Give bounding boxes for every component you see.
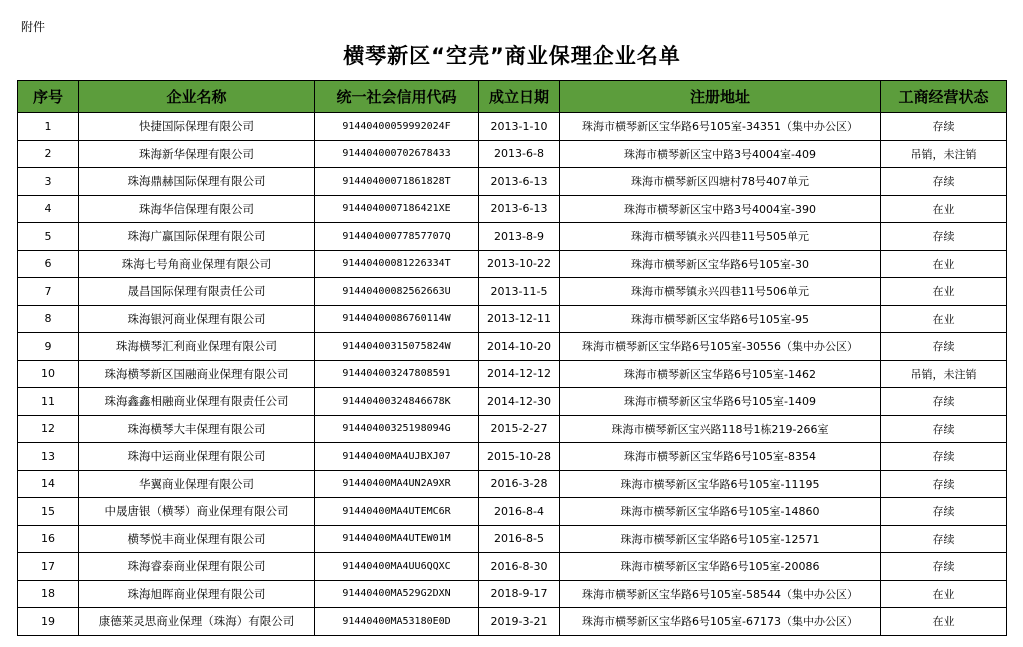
company-table	[17, 80, 1007, 636]
cell-no: 14	[18, 470, 79, 498]
cell-company-name: 珠海横琴大丰保理有限公司	[79, 415, 315, 443]
cell-no: 4	[18, 195, 79, 223]
cell-business-status: 在业	[881, 250, 1007, 278]
table-row	[18, 443, 1007, 471]
cell-registered-address: 珠海市横琴新区宝华路6号105室-20086	[560, 553, 881, 581]
table-body	[18, 113, 1007, 636]
cell-credit-code: 914404003247808591	[315, 360, 479, 388]
cell-business-status: 存续	[881, 388, 1007, 416]
cell-credit-code: 91440400077857707Q	[315, 223, 479, 251]
cell-established-date: 2019-3-21	[479, 608, 560, 636]
cell-business-status: 存续	[881, 415, 1007, 443]
table-row	[18, 608, 1007, 636]
cell-registered-address: 珠海市横琴新区宝华路6号105室-12571	[560, 525, 881, 553]
cell-credit-code: 91440400082562663U	[315, 278, 479, 306]
attachment-label: 附件	[21, 20, 46, 34]
cell-registered-address: 珠海市横琴新区四塘村78号407单元	[560, 168, 881, 196]
cell-no: 7	[18, 278, 79, 306]
cell-established-date: 2013-6-8	[479, 140, 560, 168]
cell-business-status: 存续	[881, 498, 1007, 526]
table-row	[18, 580, 1007, 608]
cell-company-name: 珠海七号角商业保理有限公司	[79, 250, 315, 278]
cell-no: 11	[18, 388, 79, 416]
cell-no: 12	[18, 415, 79, 443]
cell-credit-code: 9144040007186421XE	[315, 195, 479, 223]
table-row	[18, 278, 1007, 306]
cell-credit-code: 91440400325198094G	[315, 415, 479, 443]
table-row	[18, 140, 1007, 168]
cell-established-date: 2016-8-5	[479, 525, 560, 553]
table-row	[18, 498, 1007, 526]
cell-no: 3	[18, 168, 79, 196]
cell-business-status: 存续	[881, 553, 1007, 581]
cell-credit-code: 91440400315075824W	[315, 333, 479, 361]
table-row	[18, 168, 1007, 196]
cell-business-status: 吊销，未注销	[881, 140, 1007, 168]
cell-company-name: 珠海新华保理有限公司	[79, 140, 315, 168]
cell-registered-address: 珠海市横琴新区宝华路6号105室-30556（集中办公区）	[560, 333, 881, 361]
cell-established-date: 2014-10-20	[479, 333, 560, 361]
cell-registered-address: 珠海市横琴新区宝华路6号105室-58544（集中办公区）	[560, 580, 881, 608]
cell-credit-code: 91440400059992024F	[315, 113, 479, 141]
table-row	[18, 195, 1007, 223]
header-address: 注册地址	[560, 81, 881, 113]
cell-registered-address: 珠海市横琴新区宝华路6号105室-14860	[560, 498, 881, 526]
cell-business-status: 存续	[881, 168, 1007, 196]
cell-established-date: 2015-10-28	[479, 443, 560, 471]
table-row	[18, 415, 1007, 443]
cell-credit-code: 91440400MA4UTEMC6R	[315, 498, 479, 526]
cell-established-date: 2016-3-28	[479, 470, 560, 498]
cell-company-name: 珠海广赢国际保理有限公司	[79, 223, 315, 251]
cell-business-status: 在业	[881, 195, 1007, 223]
table-row	[18, 113, 1007, 141]
table-row	[18, 333, 1007, 361]
cell-credit-code: 91440400MA4UU6QQXC	[315, 553, 479, 581]
cell-established-date: 2013-6-13	[479, 168, 560, 196]
table-row	[18, 553, 1007, 581]
cell-business-status: 存续	[881, 470, 1007, 498]
cell-company-name: 晟昌国际保理有限责任公司	[79, 278, 315, 306]
cell-no: 18	[18, 580, 79, 608]
cell-business-status: 存续	[881, 443, 1007, 471]
document-title: 横琴新区“空壳”商业保理企业名单	[343, 44, 681, 68]
cell-company-name: 珠海鑫鑫相融商业保理有限责任公司	[79, 388, 315, 416]
cell-no: 13	[18, 443, 79, 471]
cell-credit-code: 91440400MA529G2DXN	[315, 580, 479, 608]
header-status: 工商经营状态	[881, 81, 1007, 113]
cell-business-status: 存续	[881, 223, 1007, 251]
cell-company-name: 珠海银河商业保理有限公司	[79, 305, 315, 333]
cell-company-name: 快捷国际保理有限公司	[79, 113, 315, 141]
table-row	[18, 525, 1007, 553]
table-header-row	[18, 81, 1007, 113]
cell-business-status: 吊销，未注销	[881, 360, 1007, 388]
cell-business-status: 在业	[881, 278, 1007, 306]
cell-established-date: 2013-6-13	[479, 195, 560, 223]
cell-registered-address: 珠海市横琴新区宝华路6号105室-1409	[560, 388, 881, 416]
cell-company-name: 珠海旭晖商业保理有限公司	[79, 580, 315, 608]
cell-established-date: 2018-9-17	[479, 580, 560, 608]
cell-no: 17	[18, 553, 79, 581]
cell-company-name: 珠海中运商业保理有限公司	[79, 443, 315, 471]
cell-credit-code: 91440400MA4UTEW01M	[315, 525, 479, 553]
header-date: 成立日期	[479, 81, 560, 113]
cell-no: 5	[18, 223, 79, 251]
cell-company-name: 中晟唐银（横琴）商业保理有限公司	[79, 498, 315, 526]
cell-established-date: 2013-12-11	[479, 305, 560, 333]
cell-established-date: 2013-8-9	[479, 223, 560, 251]
cell-business-status: 在业	[881, 580, 1007, 608]
cell-credit-code: 91440400MA53180E0D	[315, 608, 479, 636]
cell-no: 10	[18, 360, 79, 388]
cell-no: 16	[18, 525, 79, 553]
cell-established-date: 2016-8-30	[479, 553, 560, 581]
cell-established-date: 2015-2-27	[479, 415, 560, 443]
cell-credit-code: 914404000702678433	[315, 140, 479, 168]
cell-registered-address: 珠海市横琴新区宝华路6号105室-30	[560, 250, 881, 278]
cell-established-date: 2014-12-30	[479, 388, 560, 416]
cell-no: 9	[18, 333, 79, 361]
cell-no: 15	[18, 498, 79, 526]
table-row	[18, 360, 1007, 388]
cell-company-name: 珠海横琴汇利商业保理有限公司	[79, 333, 315, 361]
cell-no: 6	[18, 250, 79, 278]
table-row	[18, 470, 1007, 498]
cell-established-date: 2016-8-4	[479, 498, 560, 526]
cell-business-status: 存续	[881, 113, 1007, 141]
cell-registered-address: 珠海市横琴新区宝中路3号4004室-409	[560, 140, 881, 168]
header-no: 序号	[18, 81, 79, 113]
cell-registered-address: 珠海市横琴新区宝华路6号105室-11195	[560, 470, 881, 498]
cell-registered-address: 珠海市横琴新区宝华路6号105室-8354	[560, 443, 881, 471]
table-row	[18, 305, 1007, 333]
cell-no: 1	[18, 113, 79, 141]
cell-established-date: 2014-12-12	[479, 360, 560, 388]
cell-registered-address: 珠海市横琴镇永兴四巷11号506单元	[560, 278, 881, 306]
cell-registered-address: 珠海市横琴新区宝兴路118号1栋219-266室	[560, 415, 881, 443]
cell-business-status: 存续	[881, 525, 1007, 553]
cell-company-name: 横琴悦丰商业保理有限公司	[79, 525, 315, 553]
cell-business-status: 在业	[881, 608, 1007, 636]
cell-credit-code: 91440400081226334T	[315, 250, 479, 278]
cell-registered-address: 珠海市横琴新区宝中路3号4004室-390	[560, 195, 881, 223]
header-code: 统一社会信用代码	[315, 81, 479, 113]
cell-established-date: 2013-10-22	[479, 250, 560, 278]
cell-no: 8	[18, 305, 79, 333]
table-row	[18, 250, 1007, 278]
cell-company-name: 珠海华信保理有限公司	[79, 195, 315, 223]
cell-registered-address: 珠海市横琴镇永兴四巷11号505单元	[560, 223, 881, 251]
cell-company-name: 珠海睿泰商业保理有限公司	[79, 553, 315, 581]
cell-registered-address: 珠海市横琴新区宝华路6号105室-67173（集中办公区）	[560, 608, 881, 636]
cell-company-name: 华翼商业保理有限公司	[79, 470, 315, 498]
cell-credit-code: 91440400324846678K	[315, 388, 479, 416]
cell-registered-address: 珠海市横琴新区宝华路6号105室-1462	[560, 360, 881, 388]
cell-no: 2	[18, 140, 79, 168]
cell-registered-address: 珠海市横琴新区宝华路6号105室-34351（集中办公区）	[560, 113, 881, 141]
cell-company-name: 珠海横琴新区国融商业保理有限公司	[79, 360, 315, 388]
cell-established-date: 2013-1-10	[479, 113, 560, 141]
cell-business-status: 存续	[881, 333, 1007, 361]
cell-no: 19	[18, 608, 79, 636]
cell-credit-code: 91440400MA4UJBXJ07	[315, 443, 479, 471]
header-name: 企业名称	[79, 81, 315, 113]
cell-company-name: 康德莱灵思商业保理（珠海）有限公司	[79, 608, 315, 636]
cell-credit-code: 91440400086760114W	[315, 305, 479, 333]
cell-established-date: 2013-11-5	[479, 278, 560, 306]
table-row	[18, 388, 1007, 416]
table-row	[18, 223, 1007, 251]
cell-credit-code: 91440400071861828T	[315, 168, 479, 196]
cell-registered-address: 珠海市横琴新区宝华路6号105室-95	[560, 305, 881, 333]
cell-credit-code: 91440400MA4UN2A9XR	[315, 470, 479, 498]
cell-company-name: 珠海鼎赫国际保理有限公司	[79, 168, 315, 196]
cell-business-status: 在业	[881, 305, 1007, 333]
